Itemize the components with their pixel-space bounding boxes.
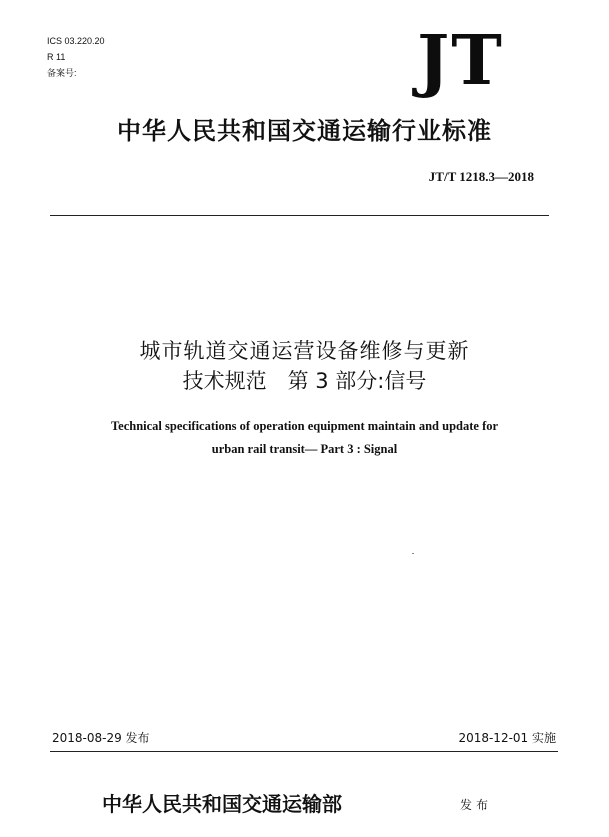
english-title-line-2: urban rail transit— Part 3 : Signal — [211, 442, 398, 456]
implementation-date: 2018-12-01 实施 — [458, 731, 556, 745]
ics-code: ICS 03.220.20 — [47, 36, 105, 46]
footer-divider — [50, 751, 558, 752]
issuing-authority: 中华人民共和国交通运输部 — [102, 792, 342, 816]
chinese-title-line-2: 技术规范 第 3 部分:信号 — [182, 369, 427, 393]
jt-logo: JT — [417, 21, 504, 101]
standard-class-title: 中华人民共和国交通运输行业标准 — [117, 116, 492, 145]
issuing-label: 发布 — [460, 798, 493, 812]
classification-code: R 11 — [47, 52, 66, 62]
chinese-title-line-1: 城市轨道交通运营设备维修与更新 — [139, 339, 470, 363]
scan-speck — [412, 553, 414, 554]
standard-number: JT/T 1218.3—2018 — [428, 169, 534, 184]
header-divider — [50, 215, 549, 216]
publish-date: 2018-08-29 发布 — [52, 731, 150, 745]
english-title-line-1: Technical specifications of operation equipment maintain and update for — [110, 419, 499, 433]
record-number-label: 备案号: — [47, 68, 77, 78]
